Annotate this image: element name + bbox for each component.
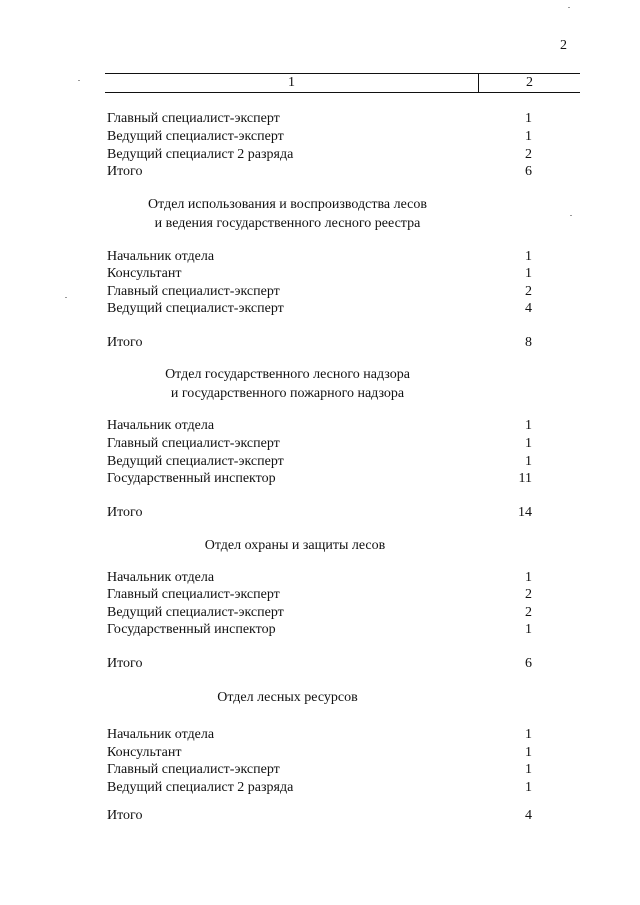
total-row bbox=[107, 655, 532, 673]
staff-count: 1 bbox=[525, 111, 532, 126]
total-label: Итого bbox=[107, 164, 143, 179]
page-number: 2 bbox=[560, 38, 567, 53]
staff-count: 1 bbox=[525, 570, 532, 585]
section-title bbox=[105, 365, 470, 403]
staff-count: 1 bbox=[525, 762, 532, 777]
staff-count: 1 bbox=[525, 745, 532, 760]
staff-count: 2 bbox=[525, 605, 532, 620]
position-label: Начальник отдела bbox=[107, 727, 215, 742]
section-title-line: Отдел лесных ресурсов bbox=[217, 690, 358, 705]
position-label: Главный специалист-эксперт bbox=[107, 111, 280, 126]
position-label: Консультант bbox=[107, 266, 182, 281]
staff-count: 2 bbox=[525, 587, 532, 602]
total-row bbox=[107, 163, 532, 181]
staff-count: 2 bbox=[525, 284, 532, 299]
position-label: Ведущий специалист-эксперт bbox=[107, 301, 284, 316]
section-title bbox=[100, 536, 490, 555]
table-row bbox=[107, 146, 532, 164]
section-title-line: и государственного пожарного надзора bbox=[170, 386, 405, 401]
table-row bbox=[107, 265, 532, 283]
staff-count: 1 bbox=[525, 418, 532, 433]
position-label: Ведущий специалист 2 разряда bbox=[107, 780, 294, 795]
total-row bbox=[107, 807, 532, 825]
table-row bbox=[107, 417, 532, 435]
staff-count: 2 bbox=[525, 147, 532, 162]
staff-count: 1 bbox=[525, 436, 532, 451]
scan-speck bbox=[568, 7, 570, 8]
total-label: Итого bbox=[107, 505, 143, 520]
table-row bbox=[107, 128, 532, 146]
table-row bbox=[107, 761, 532, 779]
position-label: Ведущий специалист 2 разряда bbox=[107, 147, 294, 162]
total-count: 4 bbox=[525, 808, 532, 823]
staff-count: 1 bbox=[525, 622, 532, 637]
table-row bbox=[107, 110, 532, 128]
table-row bbox=[107, 779, 532, 797]
scan-speck bbox=[78, 80, 80, 81]
table-row bbox=[107, 621, 532, 639]
position-label: Начальник отдела bbox=[107, 249, 215, 264]
position-label: Государственный инспектор bbox=[107, 622, 276, 637]
staff-count: 1 bbox=[525, 266, 532, 281]
scan-speck bbox=[570, 215, 572, 216]
total-label: Итого bbox=[107, 335, 143, 350]
position-label: Ведущий специалист-эксперт bbox=[107, 454, 284, 469]
table-header bbox=[105, 73, 580, 93]
table-row bbox=[107, 726, 532, 744]
total-count: 6 bbox=[525, 656, 532, 671]
staff-count: 1 bbox=[525, 129, 532, 144]
total-count: 6 bbox=[525, 164, 532, 179]
position-label: Главный специалист-эксперт bbox=[107, 436, 280, 451]
section-title-line: Отдел охраны и защиты лесов bbox=[204, 538, 386, 553]
position-label: Главный специалист-эксперт bbox=[107, 587, 280, 602]
total-label: Итого bbox=[107, 656, 143, 671]
scan-speck bbox=[65, 297, 67, 298]
table-row bbox=[107, 604, 532, 622]
table-row bbox=[107, 453, 532, 471]
total-row bbox=[107, 334, 532, 352]
column-header-1: 1 bbox=[105, 74, 479, 92]
position-label: Государственный инспектор bbox=[107, 471, 276, 486]
section-title-line: Отдел государственного лесного надзора bbox=[165, 367, 410, 382]
staff-count: 1 bbox=[525, 249, 532, 264]
table-row bbox=[107, 248, 532, 266]
staff-count: 11 bbox=[518, 471, 532, 486]
position-label: Начальник отдела bbox=[107, 570, 215, 585]
table-row bbox=[107, 435, 532, 453]
table-row bbox=[107, 586, 532, 604]
section-title-line: и ведения государственного лесного реестра bbox=[154, 216, 421, 231]
position-label: Главный специалист-эксперт bbox=[107, 284, 280, 299]
total-label: Итого bbox=[107, 808, 143, 823]
position-label: Ведущий специалист-эксперт bbox=[107, 129, 284, 144]
position-label: Консультант bbox=[107, 745, 182, 760]
table-row bbox=[107, 470, 532, 488]
table-row bbox=[107, 744, 532, 762]
staff-count: 4 bbox=[525, 301, 532, 316]
position-label: Начальник отдела bbox=[107, 418, 215, 433]
table-row bbox=[107, 300, 532, 318]
table-row bbox=[107, 569, 532, 587]
table-row bbox=[107, 283, 532, 301]
section-title bbox=[105, 688, 470, 707]
position-label: Главный специалист-эксперт bbox=[107, 762, 280, 777]
staff-count: 1 bbox=[525, 727, 532, 742]
section-title bbox=[105, 195, 470, 233]
staff-count: 1 bbox=[525, 780, 532, 795]
staff-count: 1 bbox=[525, 454, 532, 469]
total-row bbox=[107, 504, 532, 522]
total-count: 14 bbox=[518, 505, 532, 520]
total-count: 8 bbox=[525, 335, 532, 350]
section-title-line: Отдел использования и воспроизводства лесов bbox=[148, 197, 427, 212]
position-label: Ведущий специалист-эксперт bbox=[107, 605, 284, 620]
column-header-2: 2 bbox=[526, 75, 533, 90]
